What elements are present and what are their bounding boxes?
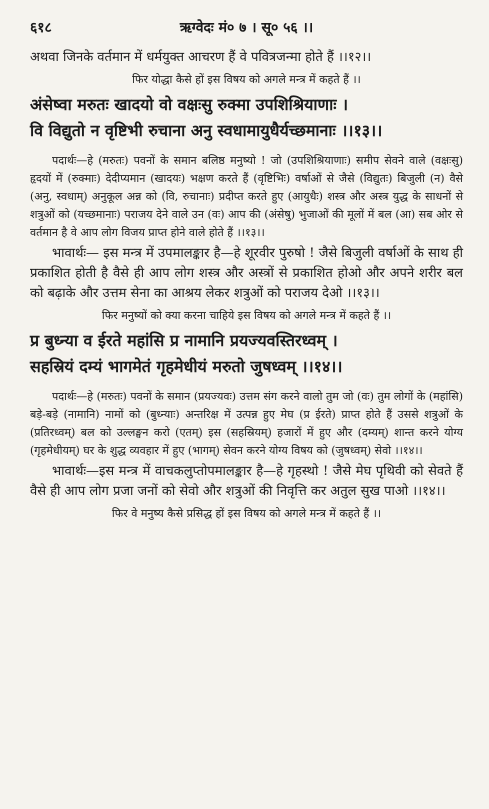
- mantra-14-line-2: सहस्रियं दम्यं भागमेतं गृहमेधीयं मरुतो जुषध्वम् ।।१४।।: [30, 357, 343, 376]
- mantra-13-intro: फिर योद्धा कैसे हों इस विषय को अगले मन्त्र में कहते हैं ।।: [132, 73, 361, 86]
- mantra-13-padartha: पदार्थः—हे (मरुतः) पवनों के समान बलिष्ठ मनुष्यो ! जो (उपशिश्रियाणाः) समीप सेवने वाले (वक्षःसु) हृदयों में (रुक्माः) देदीप्यमान (खादयः) भक्षण करते हैं (वृष्टिभिः) वर्षाओं से जैसे (विद्युतः) बिजुली (न) वैसे (अनु, स्वधाम्) अनुकूल अन्न को (वि, रुचानाः) प्रदीप्त करते हुए (आयुधैः) शस्त्र और अस्त्र युद्ध के साधनों से शत्रुओं को (यच्छमानाः) पराजय देने वाले उन (वः) आप की (अंसेषु) भुजाओं की मूलों में बल (आ) सब ओर से वर्तमान है वे आप लोग विजय प्राप्त होने वाले होते हैं ।।१३।।: [30, 154, 463, 239]
- mantra-14-padartha: पदार्थः—हे (मरुतः) पवनों के समान (प्रयज्यवः) उत्तम संग करने वालो तुम जो (वः) तुम लोगों के (महांसि) बड़े-बड़े (नामानि) नामों को (बुध्न्याः) अन्तरिक्ष में उत्पन्न हुए मेघ (प्र ईरते) प्राप्त होते हैं उससे शत्रुओं के (प्रतिरध्वम्) बल को उल्लङ्घन करो (एतम्) इस (सहस्रियम्) हजारों में हुए और (दम्यम्) शान्त करने योग्य (गृहमेधीयम्) घर के शुद्ध व्यवहार में हुए (भागम्) सेवन करने योग्य विषय को (जुषध्वम्) सेवो ।।१४।।: [30, 390, 463, 457]
- page-header: [30, 18, 463, 40]
- mantra-13-line-2: वि विद्युतो न वृष्टिभी रुचाना अनु स्वधामायुधैर्यच्छमानाः ।।१३।।: [30, 121, 383, 140]
- mantra-14-line-1: प्र बुध्न्या व ईरते महांसि प्र नामानि प्रयज्यवस्तिरध्वम् ।: [30, 331, 338, 350]
- running-title: ऋग्वेदः मं० ७ । सू० ५६ ।।: [179, 20, 314, 36]
- mantra-13: [30, 92, 463, 144]
- mantra-14: [30, 328, 463, 380]
- mantra-14-intro: फिर मनुष्यों को क्या करना चाहिये इस विषय को अगले मन्त्र में कहते हैं ।।: [101, 309, 392, 322]
- page-number: ६१८: [30, 20, 52, 36]
- mantra-13-bhavartha: भावार्थः— इस मन्त्र में उपमालङ्कार है—हे शूरवीर पुरुषो ! जैसे बिजुली वर्षाओं के साथ ही प्रकाशित होती है वैसे ही आप लोग शस्त्र और अस्त्रों से प्रकाशित होओ और अपने शरीर बल को बढ़ाके और उत्तम सेना का आश्रय लेकर शत्रुओं को पराजय देओ ।।१३।।: [30, 246, 463, 301]
- mantra-14-bhavartha: भावार्थः—इस मन्त्र में वाचकलुप्तोपमालङ्कार है—हे गृहस्थो ! जैसे मेघ पृथिवी को सेवते हैं वैसे ही आप लोग प्रजा जनों को सेवो और शत्रुओं की निवृत्ति कर अतुल सुख पाओ ।।१४।।: [30, 464, 463, 499]
- mantra-13-line-1: अंसेष्वा मरुतः खादयो वो वक्षःसु रुक्मा उपशिश्रियाणाः ।: [30, 95, 349, 114]
- continuation-text: अथवा जिनके वर्तमान में धर्मयुक्त आचरण हैं वे पवित्रजन्मा होते हैं ।।१२।।: [30, 50, 372, 65]
- mantra-15-intro: फिर वे मनुष्य कैसे प्रसिद्ध हों इस विषय को अगले मन्त्र में कहते हैं ।।: [111, 507, 382, 520]
